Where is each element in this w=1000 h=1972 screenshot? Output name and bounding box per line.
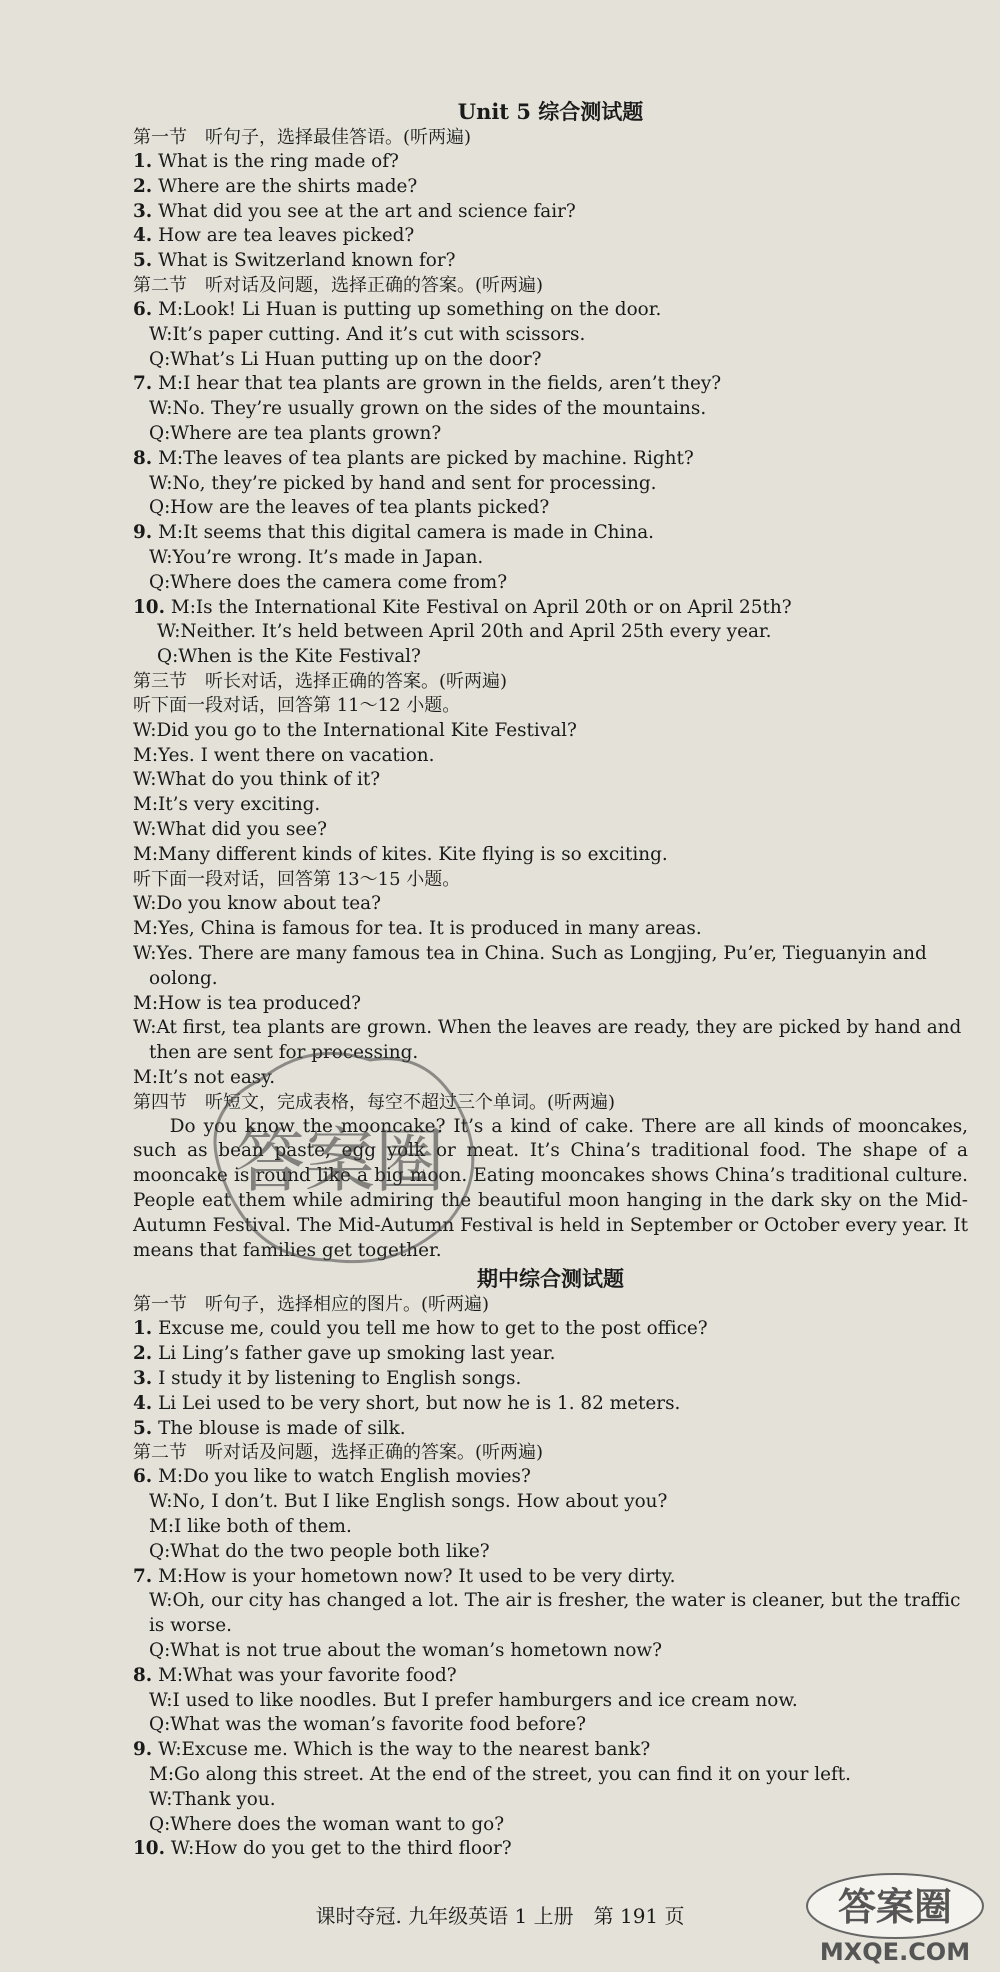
unit5-section-1-list: [133, 150, 968, 274]
list-item: 2. Where are the shirts made?: [133, 175, 418, 197]
passage-text: Do you know the mooncake? It’s a kind of cake. There are all kinds of mooncakes, such as bean paste, egg yolk or meat. It’s China’s traditional food. The shape of a mooncake is round like a big moon. Eating mooncakes shows China’s traditional culture. People eat them while admiring the beautiful moon hanging in the dark sky on the Mid-Autumn Festival. The Mid-Autumn Festival is held in September or October every year. It means that families get together.: [133, 1115, 968, 1261]
list-item: 5. The blouse is made of silk.: [133, 1417, 406, 1439]
unit5-title: Unit 5 综合测试题: [457, 99, 644, 124]
dialogue-line: W:No. They’re usually grown on the sides of the mountains.: [149, 398, 707, 420]
dialogue-line: M:It’s very exciting.: [133, 794, 321, 816]
unit5-q10: 10. M:Is the International Kite Festival on April 20th or on April 25th? W:Neither. It’s held between April 20th and April 25th every year. Q:When is the Kite Festival?: [133, 596, 968, 670]
dialogue-line: M:The leaves of tea plants are picked by machine. Right?: [158, 447, 694, 469]
list-item: 1. What is the ring made of?: [133, 151, 399, 172]
question-line: Q:Where does the camera come from?: [149, 571, 508, 593]
dialogue-line: W:Neither. It’s held between April 20th and April 25th every year.: [157, 621, 772, 643]
logo-url: MXQE.COM: [819, 1938, 971, 1966]
dialogue-line: W:Thank you.: [149, 1788, 276, 1810]
dialogue-line: M:It’s not easy.: [133, 1066, 276, 1088]
dialogue-line: M:Yes, China is famous for tea. It is produced in many areas.: [133, 918, 702, 940]
list-item: 4. How are tea leaves picked?: [133, 225, 415, 247]
question-line: Q:Where does the woman want to go?: [149, 1813, 505, 1835]
question-line: Q:How are the leaves of tea plants picked?: [149, 497, 550, 519]
dialogue-line: W:What did you see?: [133, 818, 327, 840]
dialogue-line: M:Yes. I went there on vacation.: [133, 744, 435, 766]
dialogue-line: M:I hear that tea plants are grown in the fields, aren’t they?: [158, 373, 722, 395]
unit5-q6: 6. M:Look! Li Huan is putting up something on the door. W:It’s paper cutting. And it’s cut with scissors. Q:What’s Li Huan putting up on the door?: [133, 298, 968, 372]
unit5-section-4-heading: 第四节 听短文，完成表格，每空不超过三个单词。(听两遍): [133, 1091, 616, 1113]
dialogue-line: W:You’re wrong. It’s made in Japan.: [149, 546, 484, 568]
dialogue-line: M:Do you like to watch English movies?: [158, 1466, 531, 1488]
page-footer: 课时夺冠. 九年级英语 1 上册 第 191 页: [315, 1904, 685, 1928]
dialogue-1-intro: 听下面一段对话，回答第 11～12 小题。: [133, 694, 461, 716]
dialogue-line: W:Did you go to the International Kite Festival?: [133, 719, 577, 741]
dialogue-line: W:At first, tea plants are grown. When the leaves are ready, they are picked by hand and then are sent for processing.: [133, 1017, 962, 1064]
dialogue-line: W:No, they’re picked by hand and sent for processing.: [149, 472, 657, 494]
page-content: [133, 98, 968, 1862]
dialogue-line: M:I like both of them.: [149, 1516, 352, 1538]
watermark-stamp: [180, 1020, 500, 1294]
unit5-q9: 9. M:It seems that this digital camera is made in China. W:You’re wrong. It’s made in Japan. Q:Where does the camera come from?: [133, 521, 968, 595]
dialogue-line: M:Go along this street. At the end of the street, you can find it on your left.: [149, 1764, 852, 1786]
dialogue-line: M:What was your favorite food?: [158, 1664, 457, 1686]
question-line: Q:What’s Li Huan putting up on the door?: [149, 348, 542, 370]
question-line: Q:What is not true about the woman’s hometown now?: [149, 1640, 662, 1662]
unit5-q8: 8. M:The leaves of tea plants are picked by machine. Right? W:No, they’re picked by hand and sent for processing. Q:How are the leaves of tea plants picked?: [133, 447, 968, 521]
list-item: 3. I study it by listening to English songs.: [133, 1368, 522, 1390]
midterm-q6: 6. M:Do you like to watch English movies? W:No, I don’t. But I like English songs. How about you? M:I like both of them. Q:What do the two people both like?: [133, 1465, 968, 1564]
list-item: 4. Li Lei used to be very short, but now he is 1. 82 meters.: [133, 1392, 681, 1414]
midterm-section-2-heading: 第二节 听对话及问题，选择正确的答案。(听两遍): [133, 1442, 544, 1464]
dialogue-2-intro: 听下面一段对话，回答第 13～15 小题。: [133, 868, 461, 890]
watermark-text: 答案圈: [235, 1120, 445, 1202]
midterm-section-1-list: [133, 1317, 968, 1441]
dialogue-line: W:What do you think of it?: [133, 769, 381, 791]
list-item: 5. What is Switzerland known for?: [133, 250, 456, 272]
midterm-section-1-heading: 第一节 听句子，选择相应的图片。(听两遍): [133, 1294, 490, 1316]
dialogue-1: [133, 719, 968, 868]
list-item: 2. Li Ling’s father gave up smoking last year.: [133, 1343, 556, 1365]
dialogue-line: W:Do you know about tea?: [133, 893, 381, 915]
dialogue-line: M:Look! Li Huan is putting up something on the door.: [158, 298, 662, 320]
midterm-title: 期中综合测试题: [477, 1266, 624, 1292]
dialogue-line: M:How is your hometown now? It used to be very dirty.: [158, 1565, 676, 1587]
dialogue-line: W:Yes. There are many famous tea in China. Such as Longjing, Pu’er, Tieguanyin and oolong.: [133, 942, 927, 989]
question-line: Q:Where are tea plants grown?: [149, 422, 442, 444]
dialogue-line: W:How do you get to the third floor?: [170, 1838, 512, 1860]
question-line: Q:What was the woman’s favorite food before?: [149, 1714, 587, 1736]
dialogue-line: M:It seems that this digital camera is made in China.: [158, 522, 655, 544]
midterm-q8: 8. M:What was your favorite food? W:I used to like noodles. But I prefer hamburgers and ice cream now. Q:What was the woman’s favorite food before?: [133, 1664, 968, 1738]
list-item: 3. What did you see at the art and science fair?: [133, 200, 576, 222]
unit5-section-2-heading: 第二节 听对话及问题，选择正确的答案。(听两遍): [133, 274, 544, 296]
dialogue-line: W:No, I don’t. But I like English songs. How about you?: [149, 1491, 668, 1513]
dialogue-line: W:It’s paper cutting. And it’s cut with scissors.: [149, 323, 586, 345]
dialogue-line: W:I used to like noodles. But I prefer hamburgers and ice cream now.: [149, 1689, 798, 1711]
midterm-q10: 10. W:How do you get to the third floor?: [133, 1838, 512, 1860]
unit5-section-3-heading: 第三节 听长对话，选择正确的答案。(听两遍): [133, 670, 508, 692]
dialogue-line: W:Excuse me. Which is the way to the nearest bank?: [158, 1739, 651, 1761]
dialogue-line: M:How is tea produced?: [133, 992, 362, 1014]
midterm-q7: 7. M:How is your hometown now? It used to be very dirty. W:Oh, our city has changed a lot. The air is fresher, the water is cleaner, but the traffic is worse. Q:What is not true about the woman’s hometown now?: [133, 1565, 968, 1664]
site-logo: [800, 1868, 990, 1972]
logo-text: 答案圈: [837, 1885, 953, 1929]
unit5-q7: 7. M:I hear that tea plants are grown in the fields, aren’t they? W:No. They’re usually grown on the sides of the mountains. Q:Where are tea plants grown?: [133, 372, 968, 446]
question-line: Q:What do the two people both like?: [149, 1540, 490, 1562]
watermark-shape: [180, 1020, 500, 1290]
dialogue-line: M:Many different kinds of kites. Kite flying is so exciting.: [133, 843, 668, 865]
dialogue-line: W:Oh, our city has changed a lot. The air is fresher, the water is cleaner, but the traffic is worse.: [149, 1590, 961, 1637]
unit5-section-1-heading: 第一节 听句子，选择最佳答语。(听两遍): [133, 127, 472, 148]
question-line: Q:When is the Kite Festival?: [157, 646, 421, 668]
dialogue-line: M:Is the International Kite Festival on April 20th or on April 25th?: [170, 596, 792, 618]
midterm-q9: 9. W:Excuse me. Which is the way to the nearest bank? M:Go along this street. At the end of the street, you can find it on your left. W:Thank you. Q:Where does the woman want to go?: [133, 1738, 968, 1837]
list-item: 1. Excuse me, could you tell me how to get to the post office?: [133, 1318, 708, 1340]
logo-icon: [800, 1868, 990, 1968]
